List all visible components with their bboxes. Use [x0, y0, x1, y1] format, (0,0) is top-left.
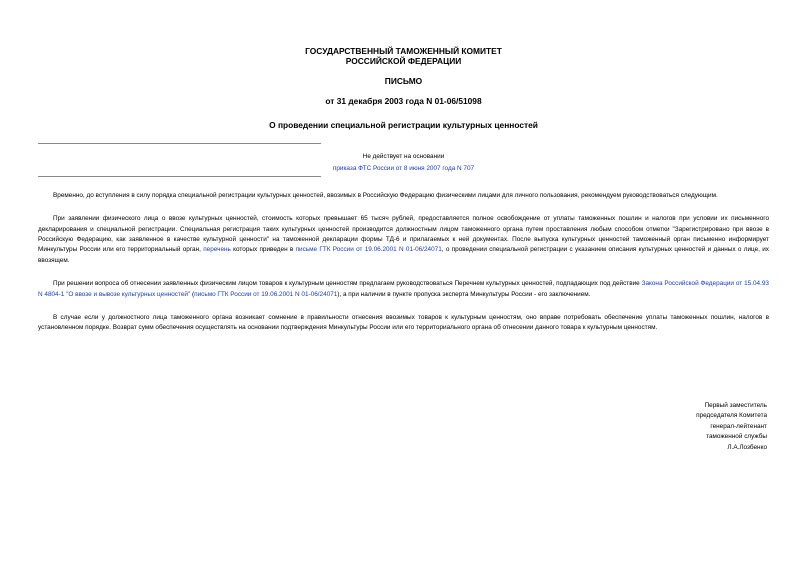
document-body [38, 191, 769, 334]
signature-name: Л.А.Лозбенко [727, 443, 767, 451]
signature-line2: председателя Комитета [696, 412, 767, 420]
paragraph-2-text-c: , о проведении специальной регистрации с указанием описания культурных ценностей и данных о лице, их ввозящем. [38, 246, 769, 264]
paragraph-1: Временно, до вступления в силу порядка специальной регистрации культурных ценностей, ввозимых в Российскую Федерацию физическими лицами для личного пользования, рекомендуем руководствоваться следующим. [53, 191, 718, 199]
paragraph-2 [38, 214, 769, 266]
paragraph-4: В случае если у должностного лица таможенного органа возникает сомнение в правильности отнесения ввозимых товаров к культурным ценностям, оно вправе потребовать обеспечение уплаты таможенных пошлин, налогов в установленном порядке. Возврат сумм обеспечения осуществлять на основании подтверждения Минкультуры России или его территориального органа об отнесении данного товара к культурным ценностям. [38, 314, 769, 332]
paragraph-2-text-a: При заявлении физического лица о ввозе культурных ценностей, стоимость которых превышает 65 тысяч рублей, предоставляется полное освобождение от уплаты таможенных пошлин и налогов при условии их письменного декларирования и специальной регистрации. Специальная регистрация таких культурных ценностей производится должностным лицом таможенного органа путем проставления любым способом отметки "Зарегистрировано при ввозе в Российскую Федерацию, как заявленное в качестве культурной ценности" на таможенной декларации формы ТД-6 и прилагаемых к ней документах. После выпуска культурных ценностей таможенный орган письменно информирует Минкультуры России или его территориальный орган, [38, 215, 769, 254]
paragraph-3-text-c: ), а при наличии в пункте пропуска эксперта Минкультуры России - его заключением. [337, 290, 591, 298]
document [38, 46, 769, 347]
link-gtk-letter[interactable]: письме ГТК России от 19.06.2001 N 01-06/24071 [295, 246, 442, 254]
document-date-number: от 31 декабря 2003 года N 01-06/51098 [325, 95, 482, 106]
document-type: ПИСЬМО [384, 76, 423, 87]
link-list-of-organs[interactable]: перечень [203, 246, 231, 254]
divider-bottom [38, 176, 321, 177]
status-notice-link[interactable]: приказа ФТС России от 8 июня 2007 года N 707 [332, 165, 475, 173]
paragraph-3-text-b: ( [190, 290, 195, 298]
signature-line1: Первый заместитель [704, 402, 767, 409]
paragraph-3-text-a: При решении вопроса об отнесении заявленных физическим лицом товаров к культурным ценностям предлагаем руководствоваться Перечнем культурных ценностей, подпадающих под действие [53, 280, 642, 288]
signature-line3: генерал-лейтенант [710, 422, 767, 430]
signature-block [696, 401, 767, 453]
status-notice-text: Не действует на основании [362, 152, 445, 160]
org-name-line1: ГОСУДАРСТВЕННЫЙ ТАМОЖЕННЫЙ КОМИТЕТ [305, 46, 502, 56]
document-subject: О проведении специальной регистрации культурных ценностей [269, 119, 538, 130]
org-name-line2: РОССИЙСКОЙ ФЕДЕРАЦИИ [345, 56, 462, 67]
link-gtk-letter-2[interactable]: письмо ГТК России от 19.06.2001 N 01-06/24071 [194, 290, 338, 298]
paragraph-3 [38, 279, 769, 300]
divider-top [38, 143, 321, 144]
link-law-4804-1[interactable]: Закона Российской Федерации от 15.04.93 N 4804-1 "О ввозе и вывозе культурных ценностей" [38, 280, 769, 298]
paragraph-2-text-b: которых приведен в [230, 246, 296, 254]
status-notice [38, 151, 769, 176]
document-header [38, 46, 769, 106]
signature-line4: таможенной службы [706, 433, 767, 441]
